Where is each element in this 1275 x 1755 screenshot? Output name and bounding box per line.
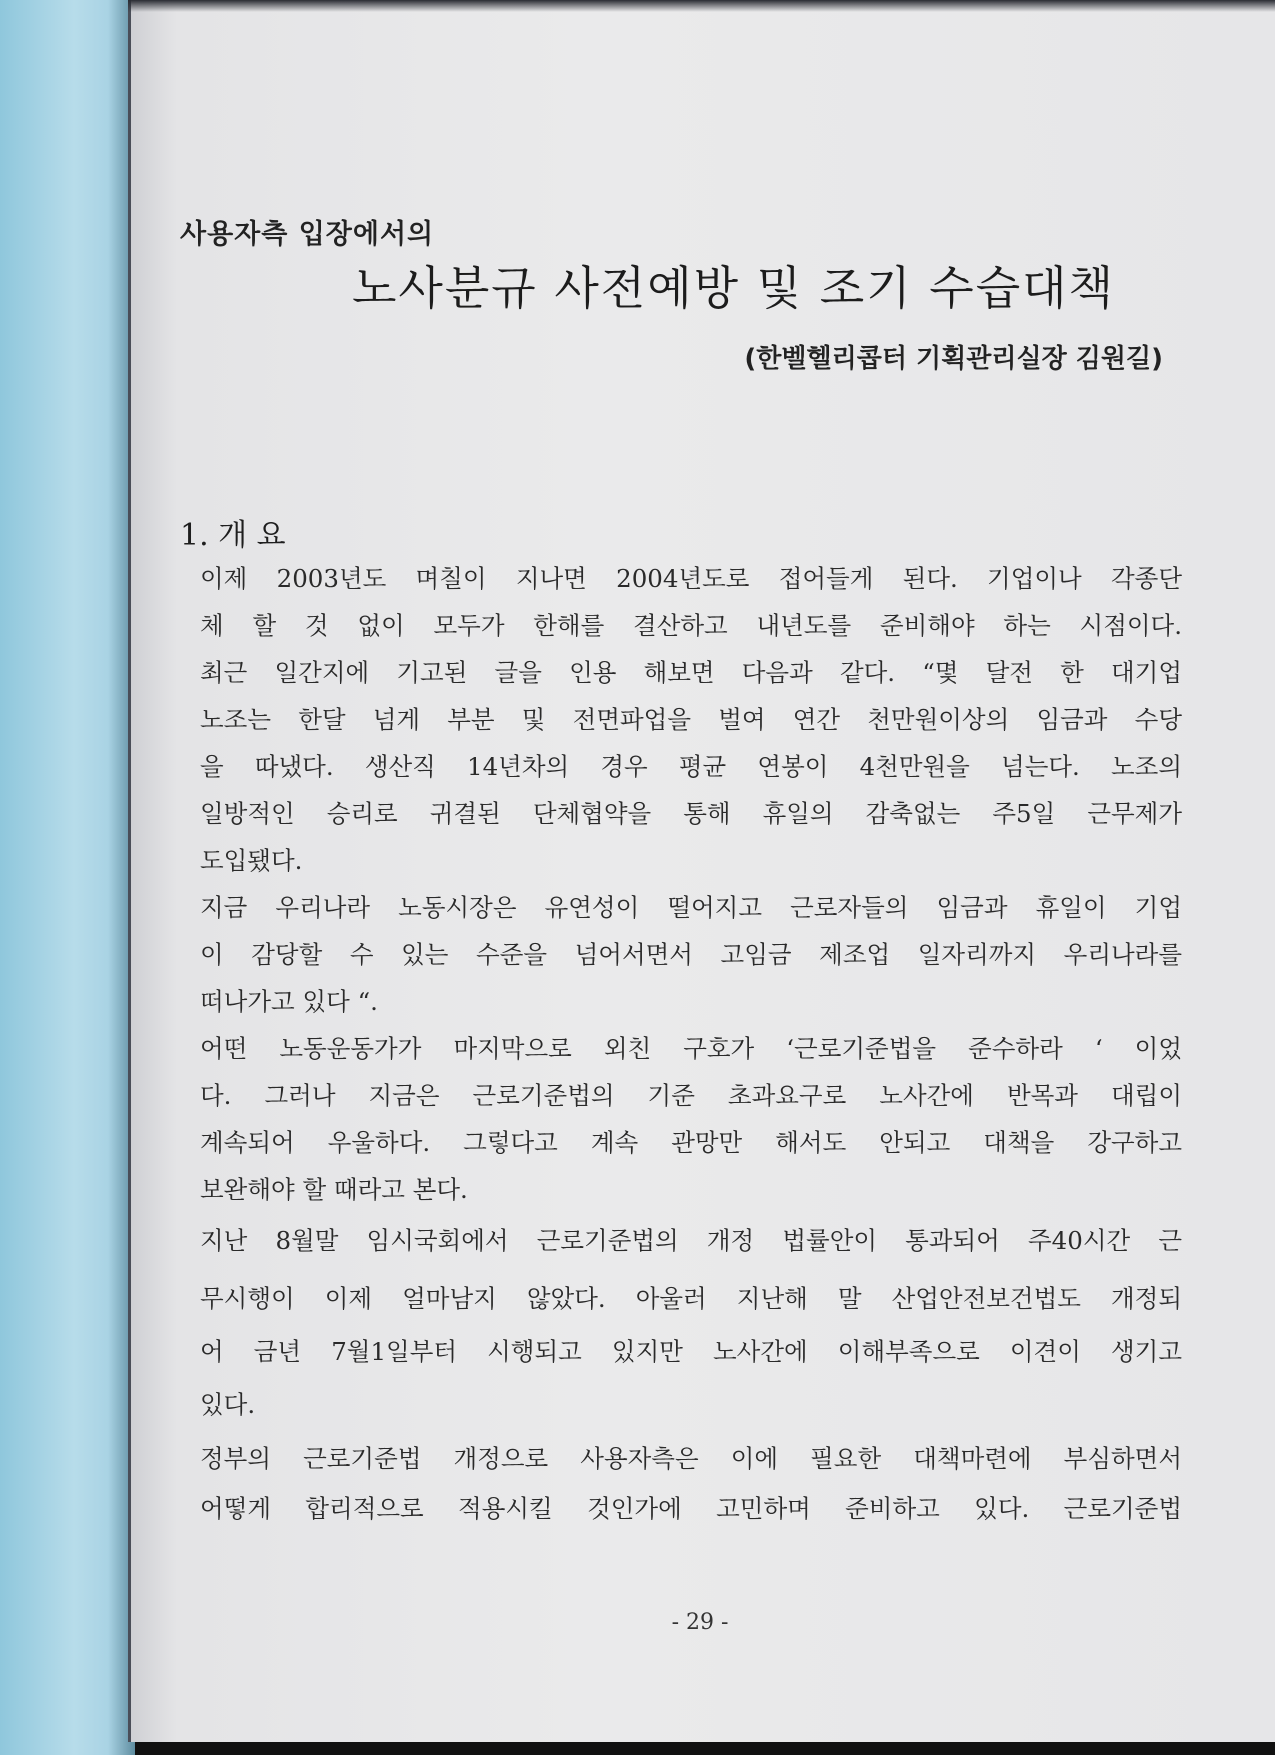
article-author: (한벨헬리콥터 기획관리실장 김원길) — [744, 344, 1163, 374]
body-line: 을 따냈다. 생산직 14년차의 경우 평균 연봉이 4천만원을 넘는다. 노조의 — [200, 752, 1182, 781]
body-line: 일방적인 승리로 귀결된 단체협약을 통해 휴일의 감축없는 주5일 근무제가 — [200, 799, 1182, 828]
body-line: 도입됐다. — [200, 846, 303, 875]
body-line: 지금 우리나라 노동시장은 유연성이 떨어지고 근로자들의 임금과 휴일이 기업 — [200, 893, 1182, 922]
body-line: 있다. — [200, 1390, 256, 1419]
body-line: 떠나가고 있다 “. — [200, 987, 378, 1016]
body-line: 노조는 한달 넘게 부분 및 전면파업을 벌여 연간 천만원이상의 임금과 수당 — [200, 705, 1182, 734]
article-title: 노사분규 사전예방 및 조기 수습대책 — [352, 261, 1116, 315]
body-line: 정부의 근로기준법 개정으로 사용자측은 이에 필요한 대책마련에 부심하면서 — [200, 1444, 1182, 1473]
section-heading: 1. 개 요 — [180, 518, 286, 553]
article-subtitle: 사용자측 입장에서의 — [180, 219, 435, 250]
body-line: 보완해야 할 때라고 본다. — [200, 1175, 468, 1204]
page-number: - 29 - — [671, 1610, 729, 1635]
body-line: 어 금년 7월1일부터 시행되고 있지만 노사간에 이해부족으로 이견이 생기고 — [200, 1337, 1182, 1366]
body-line: 어떤 노동운동가가 마지막으로 외친 구호가 ‘근로기준법을 준수하라 ‘ 이었 — [200, 1034, 1182, 1063]
body-line: 최근 일간지에 기고된 글을 인용 해보면 다음과 같다. “몇 달전 한 대기업 — [200, 658, 1182, 687]
body-line: 체 할 것 없이 모두가 한해를 결산하고 내년도를 준비해야 하는 시점이다. — [200, 611, 1182, 640]
body-line: 무시행이 이제 얼마남지 않았다. 아울러 지난해 말 산업안전보건법도 개정되 — [200, 1284, 1182, 1313]
book-cover-edge — [0, 0, 135, 1755]
page-top-shadow — [128, 0, 1275, 12]
body-line: 다. 그러나 지금은 근로기준법의 기준 초과요구로 노사간에 반목과 대립이 — [200, 1081, 1182, 1110]
body-line: 어떻게 합리적으로 적용시킬 것인가에 고민하며 준비하고 있다. 근로기준법 — [200, 1494, 1182, 1523]
body-line: 지난 8월말 임시국회에서 근로기준법의 개정 법률안이 통과되어 주40시간 근 — [200, 1226, 1182, 1255]
body-line: 계속되어 우울하다. 그렇다고 계속 관망만 해서도 안되고 대책을 강구하고 — [200, 1128, 1182, 1157]
body-line: 이제 2003년도 며칠이 지나면 2004년도로 접어들게 된다. 기업이나 각종단 — [200, 564, 1182, 593]
body-line: 이 감당할 수 있는 수준을 넘어서면서 고임금 제조업 일자리까지 우리나라를 — [200, 940, 1182, 969]
